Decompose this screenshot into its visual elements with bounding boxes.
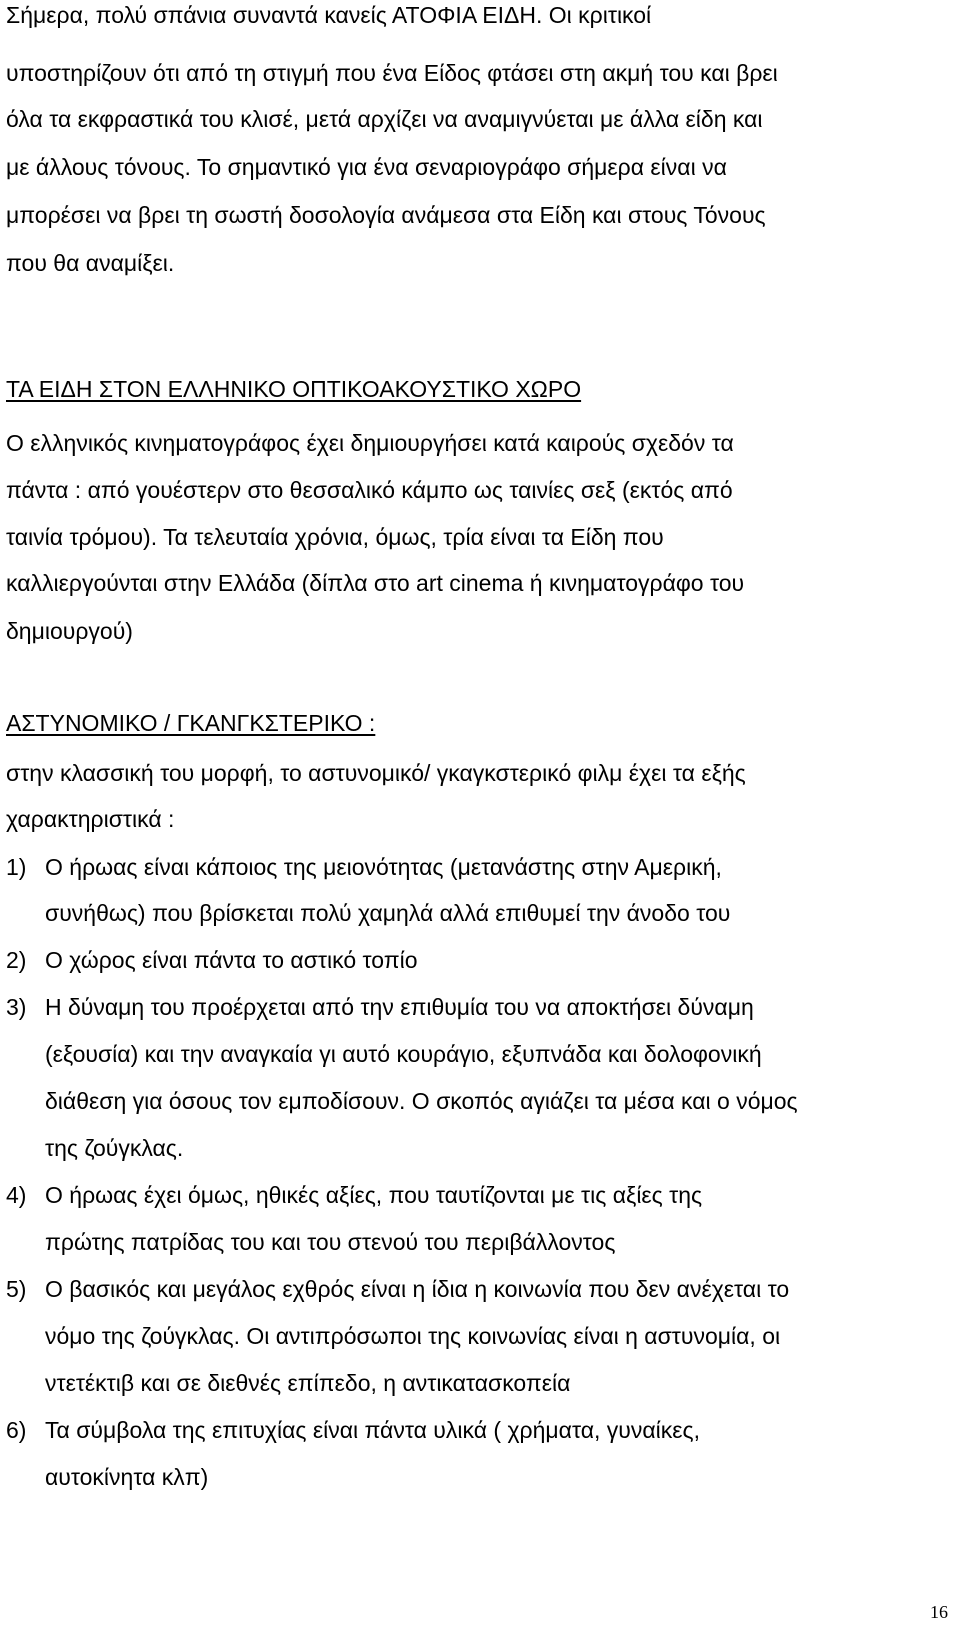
list-item-line: (εξουσία) και την αναγκαία γι αυτό κουράγιο, εξυπνάδα και δολοφονική xyxy=(45,1041,762,1067)
list-item-line: Η δύναμη του προέρχεται από την επιθυμία του να αποκτήσει δύναμη xyxy=(45,994,754,1020)
list-item-line: συνήθως) που βρίσκεται πολύ χαμηλά αλλά επιθυμεί την άνοδο του xyxy=(45,900,731,926)
list-item-line: ντετέκτιβ και σε διεθνές επίπεδο, η αντικατασκοπεία xyxy=(45,1370,571,1396)
list-item-line: διάθεση για όσους τον εμποδίσουν. Ο σκοπός αγιάζει τα μέσα και ο νόμος xyxy=(45,1088,798,1114)
list-item-line: Τα σύμβολα της επιτυχίας είναι πάντα υλικά ( χρήματα, γυναίκες, xyxy=(45,1417,700,1443)
page-number: 16 xyxy=(930,1602,948,1622)
list-item-number: 1) xyxy=(6,854,27,880)
list-item-line: Ο βασικός και μεγάλος εχθρός είναι η ίδια η κοινωνία που δεν ανέχεται το xyxy=(45,1276,790,1302)
intro-line: μπορέσει να βρει τη σωστή δοσολογία ανάμεσα στα Είδη και στους Τόνους xyxy=(6,202,766,228)
paragraph-line: στην κλασσική του μορφή, το αστυνομικό/ γκαγκστερικό φιλμ έχει τα εξής xyxy=(6,760,746,786)
paragraph-line: πάντα : από γουέστερν στο θεσσαλικό κάμπο ως ταινίες σεξ (εκτός από xyxy=(6,477,733,503)
list-item-number: 3) xyxy=(6,994,27,1020)
intro-line: υποστηρίζουν ότι από τη στιγμή που ένα Είδος φτάσει στη ακμή του και βρει xyxy=(6,60,778,86)
intro-line: που θα αναμίξει. xyxy=(6,250,175,276)
list-item-line: πρώτης πατρίδας του και του στενού του περιβάλλοντος xyxy=(45,1229,616,1255)
section-heading: ΤΑ ΕΙΔΗ ΣΤΟΝ ΕΛΛΗΝΙΚΟ ΟΠΤΙΚΟΑΚΟΥΣΤΙΚΟ ΧΩΡΟ xyxy=(6,376,582,402)
intro-line: Σήμερα, πολύ σπάνια συναντά κανείς ΑΤΟΦΙΑ ΕΙΔΗ. Οι κριτικοί xyxy=(6,2,652,28)
section-heading: ΑΣΤΥΝΟΜΙΚΟ / ΓΚΑΝΓΚΣΤΕΡΙΚΟ : xyxy=(6,710,376,736)
list-item-line: Ο ήρωας έχει όμως, ηθικές αξίες, που ταυτίζονται με τις αξίες της xyxy=(45,1182,703,1208)
list-item-line: νόμο της ζούγκλας. Οι αντιπρόσωποι της κοινωνίας είναι η αστυνομία, οι xyxy=(45,1323,781,1349)
list-item-line: Ο ήρωας είναι κάποιος της μειονότητας (μετανάστης στην Αμερική, xyxy=(45,854,722,880)
list-item-number: 5) xyxy=(6,1276,27,1302)
paragraph-line: χαρακτηριστικά : xyxy=(6,806,175,832)
paragraph-line: ταινία τρόμου). Τα τελευταία χρόνια, όμως, τρία είναι τα Είδη που xyxy=(6,524,664,550)
intro-line: όλα τα εκφραστικά του κλισέ, μετά αρχίζει να αναμιγνύεται με άλλα είδη και xyxy=(6,106,763,132)
paragraph-line: καλλιεργούνται στην Ελλάδα (δίπλα στο art cinema ή κινηματογράφο του xyxy=(6,570,745,596)
list-item-line: της ζούγκλας. xyxy=(45,1135,184,1161)
list-item-number: 6) xyxy=(6,1417,27,1443)
list-item-line: αυτοκίνητα κλπ) xyxy=(45,1464,209,1490)
list-item-number: 2) xyxy=(6,947,27,973)
list-item-line: Ο χώρος είναι πάντα το αστικό τοπίο xyxy=(45,947,418,973)
list-item-number: 4) xyxy=(6,1182,27,1208)
intro-line: με άλλους τόνους. Το σημαντικό για ένα σεναριογράφο σήμερα είναι να xyxy=(6,154,727,180)
paragraph-line: Ο ελληνικός κινηματογράφος έχει δημιουργήσει κατά καιρούς σχεδόν τα xyxy=(6,430,734,456)
paragraph-line: δημιουργού) xyxy=(6,618,133,644)
